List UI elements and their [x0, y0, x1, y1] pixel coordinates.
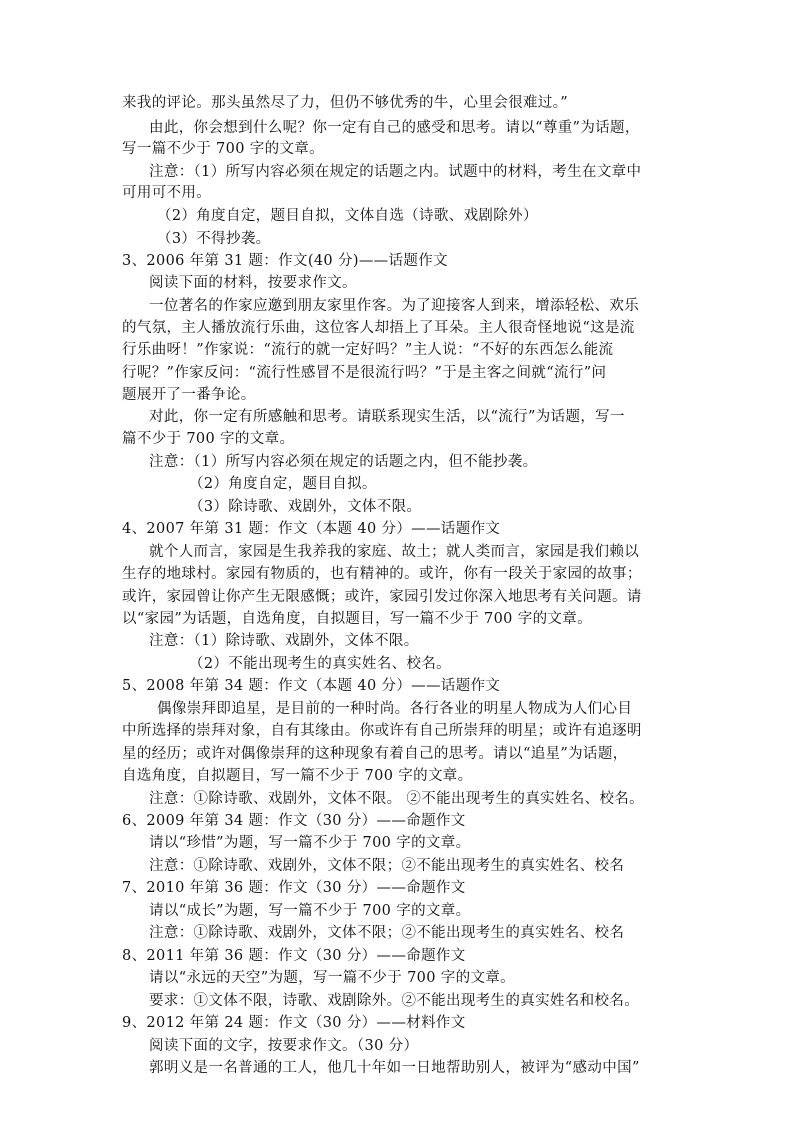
text-line: 星的经历；或许对偶像崇拜的这种现象有着自己的思考。请以“追星”为话题，: [122, 746, 628, 762]
section-heading: 6、2009 年第 34 题：作文（30 分）——命题作文: [122, 813, 466, 829]
text-line: 或许，家园曾让你产生无限感慨；或许，家园引发过你深入地思考有关问题。请: [122, 589, 642, 605]
text-line: 可用可不用。: [122, 185, 212, 201]
text-line: 写一篇不少于 700 字的文章。: [122, 141, 324, 157]
section-heading: 5、2008 年第 34 题：作文（本题 40 分）——话题作文: [122, 678, 501, 694]
text-line: 注意：①除诗歌、戏剧外，文体不限。 ②不能出现考生的真实姓名、校名。: [149, 791, 645, 807]
text-line: （2）不能出现考生的真实姓名、校名。: [189, 656, 452, 672]
text-line: 以“家园”为话题，自选角度，自拟题目，写一篇不少于 700 字的文章。: [122, 611, 592, 627]
text-line: 请以“成长”为题，写一篇不少于 700 字的文章。: [149, 903, 471, 919]
text-line: 行呢？”作家反问：“流行性感冒不是很流行吗？”于是主客之间就“流行”问: [122, 365, 607, 381]
text-line: 注意：（1）所写内容必须在规定的话题之内，但不能抄袭。: [149, 454, 538, 470]
section-heading: 9、2012 年第 24 题：作文（30 分）——材料作文: [122, 1015, 466, 1031]
section-heading: 3、2006 年第 31 题：作文(40 分)——话题作文: [122, 253, 448, 269]
text-line: （3）除诗歌、戏剧外，文体不限。: [189, 499, 422, 515]
text-line: 由此，你会想到什么呢？你一定有自己的感受和思考。请以“尊重”为话题，: [149, 120, 640, 136]
text-line: 自选角度，自拟题目，写一篇不少于 700 字的文章。: [122, 768, 473, 784]
text-line: 中所选择的崇拜对象，自有其缘由。你或许有自己所崇拜的明星；或许有追逐明: [122, 723, 642, 739]
text-line: 生存的地球村。家园有物质的，也有精神的。或许，你有一段关于家园的故事；: [122, 566, 642, 582]
section-heading: 7、2010 年第 36 题：作文（30 分）——命题作文: [122, 880, 466, 896]
text-line: 对此，你一定有所感触和思考。请联系现实生活，以“流行”为话题，写一: [149, 409, 625, 425]
text-line: 题展开了一番争论。: [122, 387, 256, 403]
text-line: 行乐曲呀！”作家说：“流行的就一定好吗？”主人说：“不好的东西怎么能流: [122, 342, 614, 358]
text-line: 请以“永远的天空”为题，写一篇不少于 700 字的文章。: [149, 970, 516, 986]
text-line: 的气氛，主人播放流行乐曲，这位客人却捂上了耳朵。主人很奇怪地说“这是流: [122, 320, 635, 336]
text-line: 请以“珍惜”为题，写一篇不少于 700 字的文章。: [149, 835, 471, 851]
text-line: 注意：①除诗歌、戏剧外，文体不限；②不能出现考生的真实姓名、校名: [149, 925, 625, 941]
text-line: 注意：（1）除诗歌、戏剧外，文体不限。: [149, 633, 419, 649]
text-line: 阅读下面的文字，按要求作文。（30 分）: [149, 1038, 419, 1054]
text-line: 偶像崇拜即追星，是目前的一种时尚。各行各业的明星人物成为人们心目: [157, 701, 633, 717]
text-line: 注意：①除诗歌、戏剧外，文体不限；②不能出现考生的真实姓名、校名: [149, 858, 625, 874]
text-line: 注意：（1）所写内容必须在规定的话题之内。试题中的材料，考生在文章中: [149, 164, 642, 180]
text-line: 来我的评论。那头虽然尽了力，但仍不够优秀的牛，心里会很难过。”: [122, 95, 569, 111]
text-line: 就个人而言，家园是生我养我的家庭、故土；就人类而言，家园是我们赖以: [149, 544, 640, 560]
text-line: 一位著名的作家应邀到朋友家里作客。为了迎接客人到来，增添轻松、欢乐: [149, 298, 640, 314]
text-line: 郭明义是一名普通的工人，他几十年如一日地帮助别人，被评为“感动中国”: [149, 1060, 640, 1076]
text-line: （2）角度自定，题目自拟。: [189, 476, 377, 492]
section-heading: 4、2007 年第 31 题：作文（本题 40 分）——话题作文: [122, 521, 501, 537]
text-line: 要求：①文体不限，诗歌、戏剧除外。②不能出现考生的真实姓名和校名。: [149, 993, 640, 1009]
text-line: 篇不少于 700 字的文章。: [122, 431, 295, 447]
text-line: 阅读下面的材料，按要求作文。: [149, 275, 357, 291]
section-heading: 8、2011 年第 36 题：作文（30 分）——命题作文: [122, 948, 466, 964]
text-line: （3）不得抄袭。: [157, 231, 271, 247]
text-line: （2）角度自定，题目自拟，文体自选（诗歌、戏剧除外）: [157, 208, 538, 224]
